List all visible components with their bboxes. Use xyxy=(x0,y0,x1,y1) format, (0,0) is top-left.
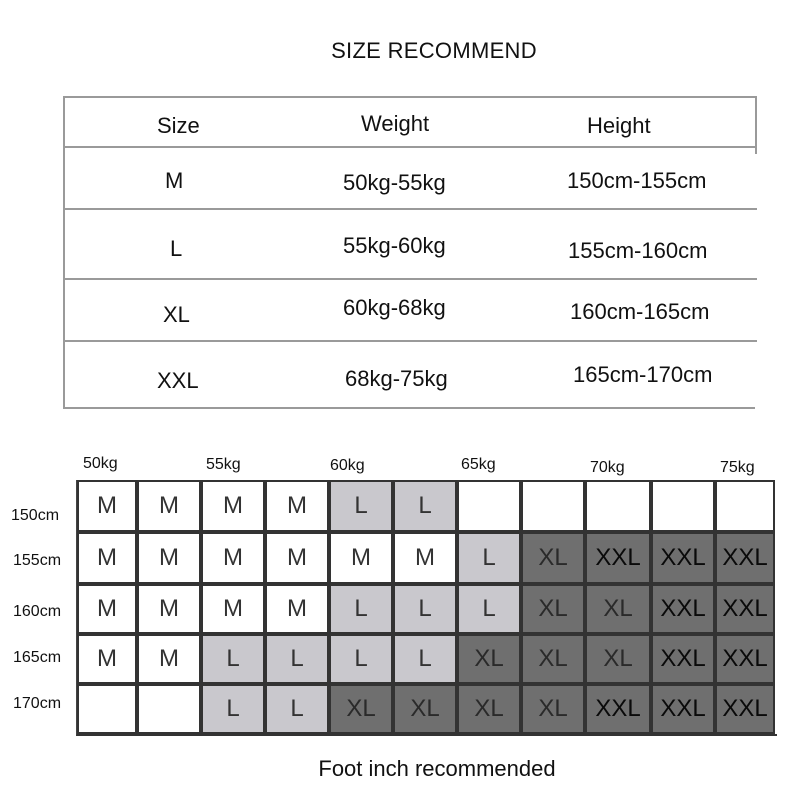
grid-cell-label: M xyxy=(223,595,243,622)
grid-cell xyxy=(201,584,265,634)
grid-cell-label: L xyxy=(418,492,432,519)
row-height: 165cm-170cm xyxy=(573,362,713,387)
grid-cell-label: L xyxy=(482,595,496,622)
grid-cell xyxy=(715,480,775,532)
grid-cell-label: M xyxy=(351,544,371,571)
grid-cell xyxy=(457,684,521,734)
grid-cell xyxy=(265,634,329,684)
table-row xyxy=(65,342,757,409)
grid-cell-label: XL xyxy=(474,695,504,722)
grid-cell xyxy=(585,634,651,684)
grid-cell xyxy=(137,634,201,684)
grid-cell-label: L xyxy=(418,595,432,622)
grid-cell xyxy=(137,532,201,584)
grid-cell xyxy=(329,584,393,634)
grid-cell xyxy=(585,684,651,734)
grid-cell-label: M xyxy=(159,645,179,672)
grid-cell xyxy=(77,584,137,634)
table-row xyxy=(65,148,757,210)
grid-cell xyxy=(651,584,715,634)
grid-cell-label: L xyxy=(290,695,304,722)
grid-cell xyxy=(521,480,585,532)
grid-cell xyxy=(393,480,457,532)
grid-cell-label: XXL xyxy=(722,544,768,571)
header-size: Size xyxy=(157,113,200,138)
footer-caption: Foot inch recommended xyxy=(318,756,556,781)
grid-cell xyxy=(77,684,137,734)
row-size: XXL xyxy=(157,368,199,393)
grid-cell xyxy=(715,684,775,734)
grid-cell xyxy=(137,584,201,634)
grid-cell xyxy=(201,634,265,684)
grid-cell-label: L xyxy=(354,595,368,622)
grid-cell xyxy=(651,532,715,584)
grid-cell xyxy=(521,684,585,734)
row-height: 160cm-165cm xyxy=(570,299,710,324)
row-size: L xyxy=(170,236,183,261)
grid-cell xyxy=(457,480,521,532)
grid-cell xyxy=(137,684,201,734)
grid-cell-label: XXL xyxy=(660,645,706,672)
page-title: SIZE RECOMMEND xyxy=(331,38,537,63)
grid-cell-label: L xyxy=(354,645,368,672)
grid-cell xyxy=(393,684,457,734)
grid-cell xyxy=(393,634,457,684)
grid-cell xyxy=(329,480,393,532)
grid-cell xyxy=(77,480,137,532)
grid-cell xyxy=(265,480,329,532)
row-size: XL xyxy=(163,302,190,327)
grid-cell-label: XXL xyxy=(722,645,768,672)
grid-cell-label: M xyxy=(97,645,117,672)
grid-cell-label: M xyxy=(415,544,435,571)
row-size: M xyxy=(165,168,184,193)
row-weight: 55kg-60kg xyxy=(343,233,446,258)
grid-cell-label: M xyxy=(159,544,179,571)
kg-label: 50kg xyxy=(83,455,118,472)
grid-cell-label: L xyxy=(418,645,432,672)
grid-cell xyxy=(329,634,393,684)
size-grid xyxy=(76,480,777,736)
grid-cell xyxy=(651,480,715,532)
row-height: 155cm-160cm xyxy=(568,238,708,263)
cm-label: 170cm xyxy=(13,695,62,712)
grid-cell-label: XL xyxy=(538,595,568,622)
grid-cell xyxy=(585,480,651,532)
row-weight: 50kg-55kg xyxy=(343,170,446,195)
grid-cell-label: XL xyxy=(474,645,504,672)
grid-cell-label: M xyxy=(159,492,179,519)
grid-cell-label: XXL xyxy=(660,695,706,722)
grid-cell xyxy=(585,584,651,634)
kg-label: 75kg xyxy=(720,459,755,476)
grid-cell xyxy=(329,532,393,584)
table-row xyxy=(65,280,757,342)
cm-label: 155cm xyxy=(13,552,62,569)
grid-cell-label: L xyxy=(226,695,240,722)
header-height: Height xyxy=(587,113,651,138)
grid-cell xyxy=(77,634,137,684)
grid-cell-label: XXL xyxy=(595,695,641,722)
grid-cell xyxy=(265,584,329,634)
grid-cell-label: XL xyxy=(538,695,568,722)
grid-cell xyxy=(77,532,137,584)
grid-cell-label: L xyxy=(290,645,304,672)
grid-cell xyxy=(393,584,457,634)
grid-cell xyxy=(715,584,775,634)
grid-cell-label: XL xyxy=(603,595,633,622)
grid-cell xyxy=(201,532,265,584)
grid-cell-label: XXL xyxy=(660,595,706,622)
grid-cell xyxy=(265,684,329,734)
cm-label: 150cm xyxy=(11,507,60,524)
cm-label: 160cm xyxy=(13,603,62,620)
size-table xyxy=(63,96,755,409)
grid-cell-label: M xyxy=(159,595,179,622)
row-height: 150cm-155cm xyxy=(567,168,707,193)
grid-cell xyxy=(457,584,521,634)
grid-cell xyxy=(201,684,265,734)
grid-cell xyxy=(651,634,715,684)
grid-cell xyxy=(137,480,201,532)
grid-cell-label: XL xyxy=(538,645,568,672)
grid-cell xyxy=(329,684,393,734)
kg-label: 70kg xyxy=(590,459,625,476)
grid-cell xyxy=(457,532,521,584)
grid-cell-label: M xyxy=(97,595,117,622)
grid-cell-label: XXL xyxy=(722,695,768,722)
grid-cell-label: XL xyxy=(538,544,568,571)
grid-cell-label: L xyxy=(226,645,240,672)
grid-cell-label: XXL xyxy=(595,544,641,571)
table-row xyxy=(65,210,757,280)
grid-cell xyxy=(521,584,585,634)
grid-cell xyxy=(201,480,265,532)
grid-cell-label: L xyxy=(354,492,368,519)
grid-cell xyxy=(585,532,651,584)
grid-cell-label: XXL xyxy=(660,544,706,571)
header-weight: Weight xyxy=(361,111,430,136)
row-weight: 68kg-75kg xyxy=(345,366,448,391)
kg-label: 65kg xyxy=(461,456,496,473)
grid-cell-label: M xyxy=(97,544,117,571)
grid-cell-label: M xyxy=(287,544,307,571)
row-weight: 60kg-68kg xyxy=(343,295,446,320)
grid-cell xyxy=(521,532,585,584)
grid-cell-label: L xyxy=(482,544,496,571)
grid-cell xyxy=(521,634,585,684)
grid-cell-label: XL xyxy=(346,695,376,722)
grid-cell-label: XL xyxy=(410,695,440,722)
grid-cell-label: XL xyxy=(603,645,633,672)
grid-cell xyxy=(715,634,775,684)
grid-cell xyxy=(393,532,457,584)
grid-cell xyxy=(457,634,521,684)
grid-cell xyxy=(651,684,715,734)
cm-label: 165cm xyxy=(13,649,62,666)
kg-label: 55kg xyxy=(206,456,241,473)
grid-cell xyxy=(715,532,775,584)
grid-cell-label: M xyxy=(287,492,307,519)
grid-cell-label: M xyxy=(223,492,243,519)
grid-cell-label: M xyxy=(287,595,307,622)
grid-cell-label: XXL xyxy=(722,595,768,622)
kg-label: 60kg xyxy=(330,457,365,474)
table-header-row xyxy=(65,98,757,148)
grid-cell xyxy=(265,532,329,584)
grid-cell-label: M xyxy=(97,492,117,519)
grid-cell-label: M xyxy=(223,544,243,571)
